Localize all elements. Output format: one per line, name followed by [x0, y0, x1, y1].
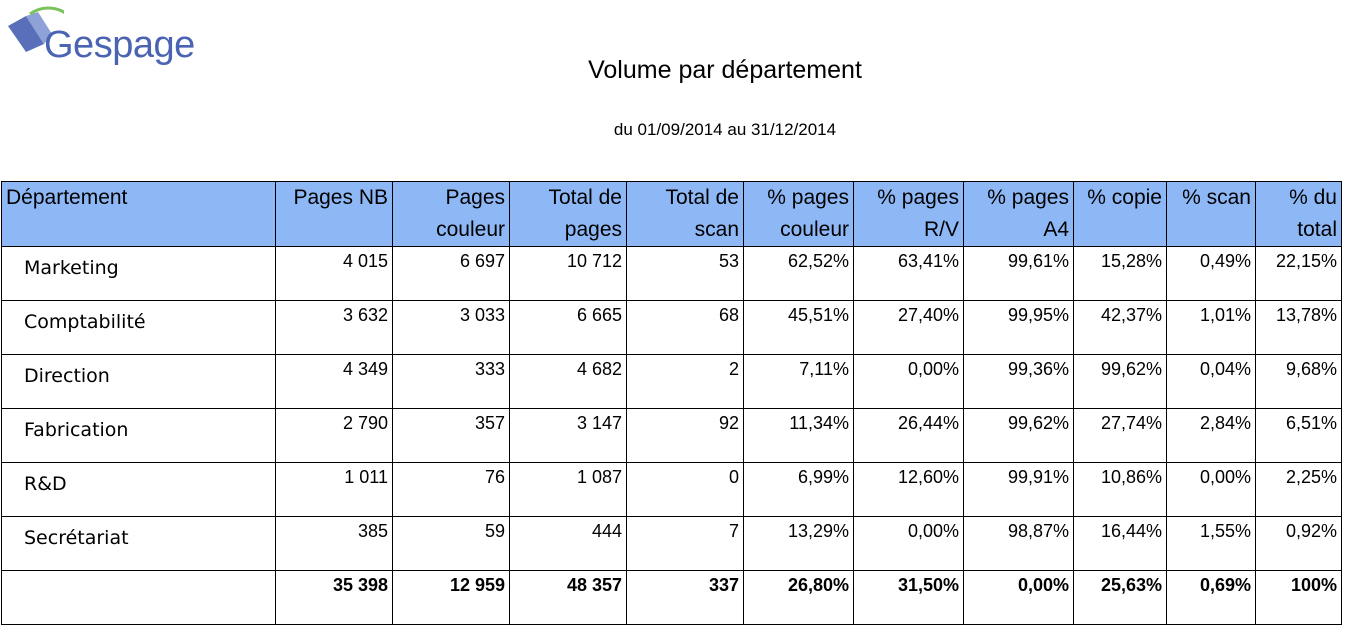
- header-departement: Département: [2, 182, 276, 247]
- cell: 13,78%: [1256, 301, 1342, 355]
- cell: 0,00%: [854, 355, 964, 409]
- cell: 4 682: [510, 355, 627, 409]
- cell: 0,92%: [1256, 517, 1342, 571]
- cell: 45,51%: [744, 301, 854, 355]
- cell-departement: R&D: [2, 463, 276, 517]
- header-pages-couleur: Pages couleur: [393, 182, 510, 247]
- cell: 3 147: [510, 409, 627, 463]
- cell: 11,34%: [744, 409, 854, 463]
- cell: 98,87%: [964, 517, 1074, 571]
- cell-total: 100%: [1256, 571, 1342, 625]
- cell: 10 712: [510, 247, 627, 301]
- cell: 12,60%: [854, 463, 964, 517]
- cell-departement: Fabrication: [2, 409, 276, 463]
- header-total-scan: Total de scan: [627, 182, 744, 247]
- cell-total: 26,80%: [744, 571, 854, 625]
- cell: 15,28%: [1074, 247, 1167, 301]
- cell: 63,41%: [854, 247, 964, 301]
- table-total-row: [2, 571, 1342, 625]
- cell: 26,44%: [854, 409, 964, 463]
- cell: 76: [393, 463, 510, 517]
- table-row: [2, 463, 1342, 517]
- cell: 333: [393, 355, 510, 409]
- cell-total: 12 959: [393, 571, 510, 625]
- cell: 7,11%: [744, 355, 854, 409]
- cell: 42,37%: [1074, 301, 1167, 355]
- cell: 99,62%: [964, 409, 1074, 463]
- cell: 68: [627, 301, 744, 355]
- header-pct-a4: % pages A4: [964, 182, 1074, 247]
- cell: 99,36%: [964, 355, 1074, 409]
- logo-wordmark: Gespage: [44, 24, 195, 66]
- cell: 9,68%: [1256, 355, 1342, 409]
- cell: 99,62%: [1074, 355, 1167, 409]
- header-pages-nb: Pages NB: [276, 182, 393, 247]
- cell: 99,95%: [964, 301, 1074, 355]
- cell: 3 033: [393, 301, 510, 355]
- cell: 99,61%: [964, 247, 1074, 301]
- cell: 13,29%: [744, 517, 854, 571]
- cell: 22,15%: [1256, 247, 1342, 301]
- cell: 16,44%: [1074, 517, 1167, 571]
- header-pct-couleur: % pages couleur: [744, 182, 854, 247]
- cell: 2 790: [276, 409, 393, 463]
- cell-departement: Comptabilité: [2, 301, 276, 355]
- cell: 99,91%: [964, 463, 1074, 517]
- cell-total-label: [2, 571, 276, 625]
- cell-departement: Direction: [2, 355, 276, 409]
- table-row: [2, 247, 1342, 301]
- header-total-pages: Total de pages: [510, 182, 627, 247]
- cell: 27,74%: [1074, 409, 1167, 463]
- cell: 1 087: [510, 463, 627, 517]
- cell: 6 665: [510, 301, 627, 355]
- cell: 6,51%: [1256, 409, 1342, 463]
- table-row: [2, 517, 1342, 571]
- header-pct-rv: % pages R/V: [854, 182, 964, 247]
- header-pct-copie: % copie: [1074, 182, 1167, 247]
- cell: 0: [627, 463, 744, 517]
- cell: 444: [510, 517, 627, 571]
- cell: 2,84%: [1167, 409, 1256, 463]
- cell: 1,55%: [1167, 517, 1256, 571]
- header-pct-scan: % scan: [1167, 182, 1256, 247]
- cell: 2: [627, 355, 744, 409]
- cell: 53: [627, 247, 744, 301]
- cell: 6 697: [393, 247, 510, 301]
- cell-total: 337: [627, 571, 744, 625]
- report-title: Volume par département: [588, 56, 862, 84]
- cell-total: 35 398: [276, 571, 393, 625]
- header-pct-total: % du total: [1256, 182, 1342, 247]
- cell-total: 25,63%: [1074, 571, 1167, 625]
- cell-total: 31,50%: [854, 571, 964, 625]
- table-header-row: [2, 182, 1342, 247]
- cell: 4 015: [276, 247, 393, 301]
- cell: 2,25%: [1256, 463, 1342, 517]
- cell: 385: [276, 517, 393, 571]
- cell: 92: [627, 409, 744, 463]
- table-row: [2, 409, 1342, 463]
- cell-total: 48 357: [510, 571, 627, 625]
- report-period: du 01/09/2014 au 31/12/2014: [613, 120, 837, 139]
- cell: 1,01%: [1167, 301, 1256, 355]
- cell: 0,00%: [854, 517, 964, 571]
- volume-table: [1, 181, 1342, 625]
- cell: 0,49%: [1167, 247, 1256, 301]
- cell: 7: [627, 517, 744, 571]
- cell: 357: [393, 409, 510, 463]
- cell: 62,52%: [744, 247, 854, 301]
- cell: 4 349: [276, 355, 393, 409]
- cell: 27,40%: [854, 301, 964, 355]
- table-row: [2, 301, 1342, 355]
- cell: 3 632: [276, 301, 393, 355]
- cell: 59: [393, 517, 510, 571]
- cell: 10,86%: [1074, 463, 1167, 517]
- cell-total: 0,00%: [964, 571, 1074, 625]
- cell: 0,04%: [1167, 355, 1256, 409]
- table-row: [2, 355, 1342, 409]
- cell-departement: Secrétariat: [2, 517, 276, 571]
- cell: 1 011: [276, 463, 393, 517]
- cell-departement: Marketing: [2, 247, 276, 301]
- cell-total: 0,69%: [1167, 571, 1256, 625]
- cell: 0,00%: [1167, 463, 1256, 517]
- cell: 6,99%: [744, 463, 854, 517]
